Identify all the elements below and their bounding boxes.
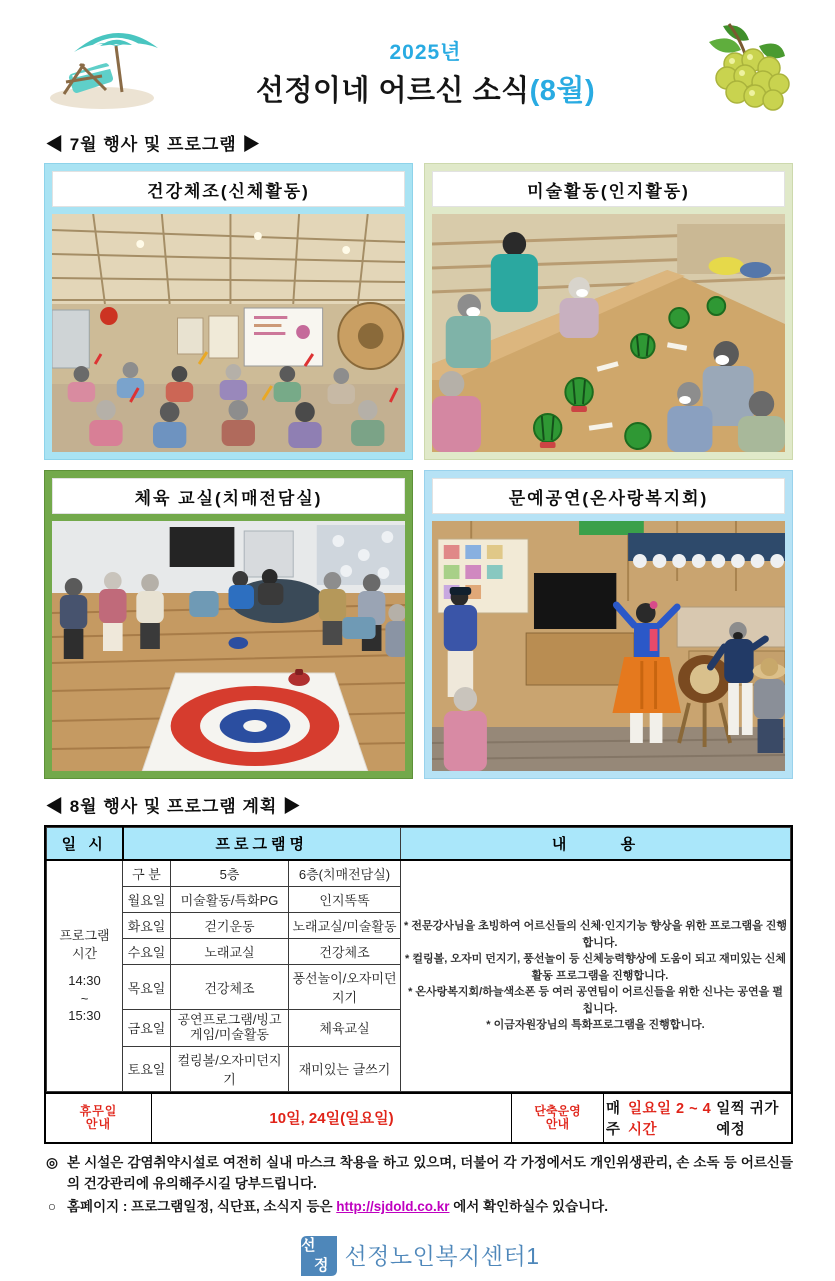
- double-circle-bullet-icon: ◎: [46, 1154, 58, 1170]
- header-datetime: 일 시: [47, 828, 123, 861]
- time-tilde: ~: [80, 990, 89, 1006]
- header-program: 프로그램명: [123, 828, 401, 861]
- floor6-cell: 6층(치매전담실): [289, 860, 401, 887]
- photo-culture-performance-art: [432, 521, 785, 771]
- grapes-illustration: [689, 20, 793, 121]
- short-op-suffix: 일찍 귀가 예정: [716, 1100, 779, 1138]
- panel-gym-class: [44, 470, 413, 779]
- section-title-july: ◀ 7월 행사 및 프로그램 ▶: [46, 135, 261, 154]
- content-bullet: * 이금자원장님의 특화프로그램을 진행합니다.: [403, 1017, 788, 1034]
- floor5-cell: 노래교실: [171, 939, 289, 965]
- logo-glyph-bottom: 정: [314, 1256, 329, 1274]
- short-op-highlight: 일요일 2 ~ 4 시간: [627, 1100, 712, 1138]
- panel-title-art-activity: 미술활동(인지활동): [432, 171, 785, 207]
- program-time-cell: [47, 860, 123, 1091]
- short-operation-label: [512, 1094, 604, 1142]
- row-label: 구 분: [123, 860, 171, 887]
- mask-notice: [44, 1153, 793, 1195]
- content-bullet: * 전문강사님을 초빙하여 어르신들의 신체·인지기능 향상을 위한 프로그램을 진행합니다.: [403, 918, 788, 951]
- photo-culture-performance: [432, 521, 785, 771]
- floor6-cell: 노래교실/미술활동: [289, 913, 401, 939]
- center-logo: [44, 1234, 793, 1276]
- time-line-label: 시간: [71, 945, 98, 961]
- schedule-grid: [46, 827, 791, 1092]
- time-start: 14:30: [68, 973, 101, 989]
- floor6-cell: 재미있는 글쓰기: [289, 1046, 401, 1091]
- panel-health-exercise: [44, 163, 413, 460]
- panel-title-health-exercise: 건강체조(신체활동): [52, 171, 405, 207]
- content-bullet: * 온사랑복지회/하늘색소폰 등 여러 공연팀이 어르신들을 위한 신나는 공연을 펼칩니다.: [403, 984, 788, 1017]
- panel-culture-performance: [424, 470, 793, 779]
- holiday-label-line1: 휴무일: [79, 1103, 118, 1118]
- header-content: 내 용: [401, 828, 791, 861]
- grapes-icon: [689, 20, 793, 116]
- content-bullets-cell: [401, 860, 791, 1091]
- day-cell: 화요일: [123, 913, 171, 939]
- photo-health-exercise-art: [52, 214, 405, 452]
- panel-art-activity: [424, 163, 793, 460]
- masthead: [44, 20, 793, 120]
- holiday-label-line2: 안내: [85, 1116, 112, 1131]
- photo-art-activity-art: [432, 214, 785, 452]
- beach-parasol-illustration: [44, 24, 162, 117]
- day-cell: 월요일: [123, 887, 171, 913]
- floor5-cell: 건강체조: [171, 965, 289, 1010]
- photo-gym-class-art: [52, 521, 405, 771]
- short-op-prefix: 매주: [606, 1100, 621, 1138]
- floor5-cell: 공연프로그램/빙고게임/미술활동: [171, 1010, 289, 1047]
- homepage-notice-suffix: 에서 확인하실수 있습니다.: [449, 1198, 608, 1214]
- center-logo-text: 선정노인복지센터1: [344, 1243, 540, 1270]
- short-operation-value: [604, 1094, 791, 1142]
- day-cell: 수요일: [123, 939, 171, 965]
- section-title-august: ◀ 8월 행사 및 프로그램 계획 ▶: [46, 797, 302, 816]
- floor6-cell: 건강체조: [289, 939, 401, 965]
- floor6-cell: 체육교실: [289, 1010, 401, 1047]
- center-logo-icon: [297, 1234, 337, 1276]
- footer-notices: [44, 1153, 793, 1218]
- floor6-cell: 풍선놀이/오자미던지기: [289, 965, 401, 1010]
- august-schedule-table: [44, 825, 793, 1144]
- time-end: 15:30: [68, 1008, 101, 1024]
- holiday-dates: 10일, 24일(일요일): [152, 1094, 512, 1142]
- newsletter-title-month: (8월): [529, 74, 596, 107]
- short-op-label-line1: 단축운영: [534, 1103, 581, 1118]
- floor5-cell: 미술활동/특화PG: [171, 887, 289, 913]
- panel-title-gym-class: 체육 교실(치매전담실): [52, 478, 405, 514]
- floor5-cell: 컬링볼/오자미던지기: [171, 1046, 289, 1091]
- floor6-cell: 인지똑똑: [289, 887, 401, 913]
- newsletter-title-main: 선정이네 어르신 소식: [255, 74, 530, 107]
- beach-parasol-icon: [44, 24, 162, 112]
- homepage-notice-text: [67, 1197, 793, 1218]
- july-photo-panels: [44, 163, 793, 779]
- sunjung-logo-icon: [297, 1234, 337, 1276]
- panel-title-culture-performance: 문예공연(온사랑복지회): [432, 478, 785, 514]
- photo-art-activity: [432, 214, 785, 452]
- floor5-cell: 걷기운동: [171, 913, 289, 939]
- day-cell: 토요일: [123, 1046, 171, 1091]
- photo-health-exercise: [52, 214, 405, 452]
- day-cell: 목요일: [123, 965, 171, 1010]
- homepage-notice-prefix: 홈페이지 : 프로그램일정, 식단표, 소식지 등은: [67, 1198, 337, 1214]
- homepage-notice: [44, 1197, 793, 1218]
- newsletter-title: [162, 68, 689, 109]
- time-line-program: 프로그램: [59, 928, 110, 944]
- photo-gym-class: [52, 521, 405, 771]
- homepage-link[interactable]: http://sjdold.co.kr: [336, 1198, 450, 1214]
- floor5-cell: 5층: [171, 860, 289, 887]
- holiday-notice-row: [46, 1092, 791, 1142]
- mask-notice-text: 본 시설은 감염취약시설로 여전히 실내 마스크 착용을 하고 있으며, 더불어 각 가정에서도 개인위생관리, 손 소독 등 어르신들의 건강관리에 유의해주시길 당부드립니다.: [67, 1154, 793, 1191]
- newsletter-year: 2025년: [389, 40, 462, 64]
- short-op-label-line2: 안내: [545, 1116, 570, 1131]
- circle-bullet-icon: ○: [47, 1198, 57, 1214]
- logo-glyph-top: 선: [301, 1236, 316, 1254]
- schedule-row-gubun: [47, 860, 791, 887]
- newsletter-title-block: [162, 32, 689, 109]
- day-cell: 금요일: [123, 1010, 171, 1047]
- schedule-header-row: [47, 828, 791, 861]
- holiday-label: [46, 1094, 152, 1142]
- content-bullet: * 컬링볼, 오자미 던지기, 풍선놀이 등 신체능력향상에 도움이 되고 재미있는 신체활동 프로그램을 진행합니다.: [403, 951, 788, 984]
